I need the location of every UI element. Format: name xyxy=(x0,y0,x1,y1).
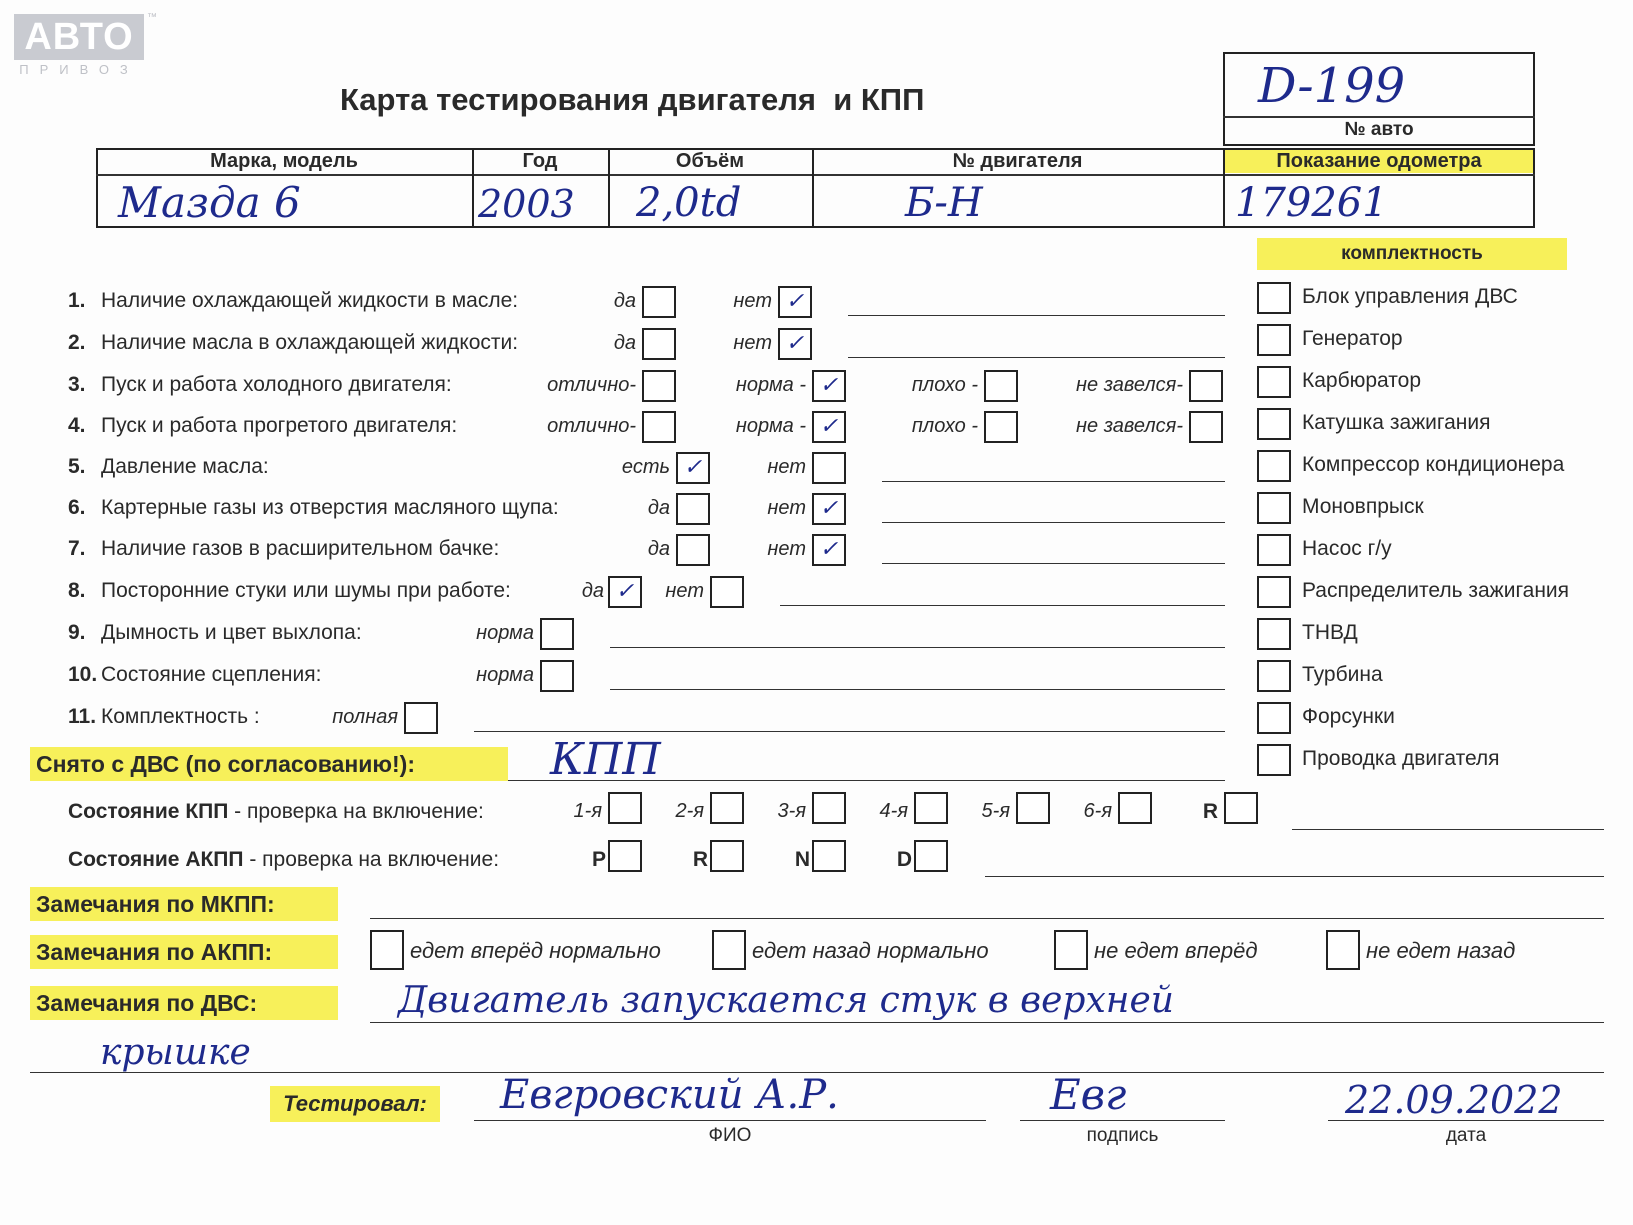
akpp-remark-checkbox[interactable] xyxy=(1326,930,1360,970)
check-mark: ✓ xyxy=(819,537,839,562)
completeness-title: комплектность xyxy=(1257,238,1567,270)
akpp-remark-option: не едет назад xyxy=(1366,938,1516,963)
completeness-item: Форсунки xyxy=(1302,705,1395,728)
mode-checkbox[interactable] xyxy=(710,840,744,872)
normal-checkbox[interactable] xyxy=(540,660,574,692)
gear-checkbox[interactable] xyxy=(1224,792,1258,824)
form-title: Карта тестирования двигателя и КПП xyxy=(340,82,925,117)
yes-checkbox[interactable] xyxy=(676,452,710,484)
odometer-label: Показание одометра xyxy=(1276,150,1482,172)
tested-name: Евгровский А.Р. xyxy=(500,1072,839,1118)
normal-checkbox[interactable] xyxy=(812,370,846,402)
completeness-checkbox[interactable] xyxy=(1257,366,1291,398)
remarks-akpp-label: Замечания по АКПП: xyxy=(30,935,338,969)
tested-date: 22.09.2022 xyxy=(1345,1078,1563,1122)
completeness-checkbox[interactable] xyxy=(1257,282,1291,314)
check-number: 2. xyxy=(68,331,86,354)
check-label: Пуск и работа прогретого двигателя: xyxy=(101,414,458,437)
completeness-checkbox[interactable] xyxy=(1257,576,1291,608)
no-checkbox[interactable] xyxy=(778,286,812,318)
completeness-item: Карбюратор xyxy=(1302,369,1422,392)
check-number: 8. xyxy=(68,579,86,602)
akpp-remark-checkbox[interactable] xyxy=(370,930,404,970)
completeness-checkbox[interactable] xyxy=(1257,618,1291,650)
mode-label: P xyxy=(591,848,606,871)
check-mark: ✓ xyxy=(683,455,703,480)
volume-value: 2,0td xyxy=(636,180,742,226)
yes-checkbox[interactable] xyxy=(608,576,642,608)
yes-checkbox[interactable] xyxy=(676,534,710,566)
check-number: 10. xyxy=(68,663,98,686)
completeness-checkbox[interactable] xyxy=(1257,324,1291,356)
completeness-item: Проводка двигателя xyxy=(1302,747,1500,770)
option-label: нет xyxy=(767,497,806,519)
completeness-checkbox[interactable] xyxy=(1257,702,1291,734)
check-mark: ✓ xyxy=(819,496,839,521)
gear-label: 6-я xyxy=(1083,800,1112,822)
check-number: 9. xyxy=(68,621,86,644)
check-number: 3. xyxy=(68,373,86,396)
completeness-item: Насос г/у xyxy=(1302,537,1392,560)
gear-label: 4-я xyxy=(879,800,908,822)
check-mark: ✓ xyxy=(615,579,635,604)
check-label: Состояние сцепления: xyxy=(101,663,322,686)
check-label: Наличие газов в расширительном бачке: xyxy=(101,537,500,560)
gear-checkbox[interactable] xyxy=(812,792,846,824)
completeness-checkbox[interactable] xyxy=(1257,660,1291,692)
gear-label: R xyxy=(1202,800,1218,823)
check-label: Картерные газы из отверстия масляного щупа: xyxy=(101,496,559,519)
check-number: 7. xyxy=(68,537,86,560)
no-checkbox[interactable] xyxy=(778,328,812,360)
mode-label: N xyxy=(794,848,810,871)
logo xyxy=(14,12,157,80)
year-label: Год xyxy=(522,150,558,172)
not-started-checkbox[interactable] xyxy=(1189,411,1223,443)
option-label: нет xyxy=(733,290,772,312)
name-caption: ФИО xyxy=(708,1125,752,1146)
check-number: 6. xyxy=(68,496,86,519)
no-checkbox[interactable] xyxy=(812,452,846,484)
completeness-item: Турбина xyxy=(1302,663,1383,686)
mode-checkbox[interactable] xyxy=(914,840,948,872)
bad-checkbox[interactable] xyxy=(984,411,1018,443)
option-label: плохо - xyxy=(911,415,978,437)
car-number-value: D-199 xyxy=(1258,58,1406,114)
remarks-dvs-line1: Двигатель запускается стук в верхней xyxy=(398,980,1174,1021)
yes-checkbox[interactable] xyxy=(642,328,676,360)
option-label: да xyxy=(647,497,670,519)
yes-checkbox[interactable] xyxy=(676,493,710,525)
check-number: 5. xyxy=(68,455,86,478)
no-checkbox[interactable] xyxy=(812,493,846,525)
check-label: Давление масла: xyxy=(101,455,269,478)
option-label: нет xyxy=(733,332,772,354)
check-label: Наличие масла в охлаждающей жидкости: xyxy=(101,331,519,354)
option-label: нет xyxy=(767,456,806,478)
completeness-item: Катушка зажигания xyxy=(1302,411,1491,434)
bad-checkbox[interactable] xyxy=(984,370,1018,402)
option-label: нет xyxy=(767,538,806,560)
option-label: норма - xyxy=(735,415,806,437)
gear-checkbox[interactable] xyxy=(710,792,744,824)
not-started-checkbox[interactable] xyxy=(1189,370,1223,402)
option-label: не завелся- xyxy=(1076,374,1183,396)
completeness-checkbox[interactable] xyxy=(1257,492,1291,524)
gear-checkbox[interactable] xyxy=(914,792,948,824)
option-label: да xyxy=(581,580,604,602)
excellent-checkbox[interactable] xyxy=(642,370,676,402)
check-mark: ✓ xyxy=(819,373,839,398)
completeness-item: Распределитель зажигания xyxy=(1302,579,1570,602)
akpp-remark-option: едет вперёд нормально xyxy=(410,938,661,963)
tested-signature: Евг xyxy=(1050,1070,1127,1119)
brand-value: Мазда 6 xyxy=(118,178,301,227)
option-label: норма xyxy=(476,664,534,686)
engine-no-label: № двигателя xyxy=(952,150,1083,172)
logo-tm: ™ xyxy=(147,12,157,23)
gear-checkbox[interactable] xyxy=(1016,792,1050,824)
check-number: 11. xyxy=(68,705,97,728)
completeness-item: ТНВД xyxy=(1302,621,1358,644)
mode-label: R xyxy=(692,848,708,871)
signature-caption: подпись xyxy=(1086,1125,1159,1146)
engine-no-value: Б-Н xyxy=(905,180,983,226)
option-label: да xyxy=(613,290,636,312)
logo-sub: ПРИВОЗ xyxy=(19,62,139,77)
normal-checkbox[interactable] xyxy=(812,411,846,443)
gear-label: 5-я xyxy=(981,800,1010,822)
excellent-checkbox[interactable] xyxy=(642,411,676,443)
option-label: норма xyxy=(476,622,534,644)
removed-label: Снято с ДВС (по согласованию!): xyxy=(30,747,508,781)
option-label: отлично- xyxy=(547,374,636,396)
check-label: Пуск и работа холодного двигателя: xyxy=(101,373,452,396)
tested-label: Тестировал: xyxy=(270,1086,440,1122)
mode-checkbox[interactable] xyxy=(812,840,846,872)
check-label: Комплектность : xyxy=(101,705,260,728)
full-checkbox[interactable] xyxy=(404,702,438,734)
remarks-dvs-line2: крышке xyxy=(100,1032,251,1073)
odometer-value: 179261 xyxy=(1235,180,1388,226)
completeness-checkbox[interactable] xyxy=(1257,450,1291,482)
option-label: норма - xyxy=(735,374,806,396)
akpp-label: Состояние АКПП - проверка на включение: xyxy=(68,848,500,871)
car-number-label: № авто xyxy=(1344,119,1414,140)
removed-value: КПП xyxy=(550,734,661,785)
gear-label: 1-я xyxy=(573,800,602,822)
check-mark: ✓ xyxy=(785,289,805,314)
check-number: 1. xyxy=(68,289,86,312)
option-label: не завелся- xyxy=(1076,415,1183,437)
akpp-remark-option: не едет вперёд xyxy=(1094,938,1258,963)
gear-label: 2-я xyxy=(675,800,704,822)
completeness-checkbox[interactable] xyxy=(1257,408,1291,440)
mode-checkbox[interactable] xyxy=(608,840,642,872)
check-label: Дымность и цвет выхлопа: xyxy=(101,621,362,644)
completeness-item: Компрессор кондиционера xyxy=(1302,453,1565,476)
remarks-dvs-label: Замечания по ДВС: xyxy=(30,986,338,1020)
completeness-checkbox[interactable] xyxy=(1257,534,1291,566)
gear-label: 3-я xyxy=(777,800,806,822)
kpp-label: Состояние КПП - проверка на включение: xyxy=(68,800,484,823)
completeness-item: Блок управления ДВС xyxy=(1302,285,1518,308)
check-mark: ✓ xyxy=(819,414,839,439)
brand-label: Марка, модель xyxy=(210,150,358,172)
yes-checkbox[interactable] xyxy=(642,286,676,318)
option-label: плохо - xyxy=(911,374,978,396)
gear-checkbox[interactable] xyxy=(608,792,642,824)
check-number: 4. xyxy=(68,414,86,437)
completeness-item: Моновпрыск xyxy=(1302,495,1424,518)
akpp-remark-checkbox[interactable] xyxy=(1054,930,1088,970)
date-caption: дата xyxy=(1445,1125,1487,1146)
no-checkbox[interactable] xyxy=(710,576,744,608)
check-mark: ✓ xyxy=(785,331,805,356)
remarks-mkpp-label: Замечания по МКПП: xyxy=(30,887,338,921)
akpp-remark-option: едет назад нормально xyxy=(752,938,989,963)
check-label: Наличие охлаждающей жидкости в масле: xyxy=(101,289,519,312)
option-label: да xyxy=(647,538,670,560)
akpp-remark-checkbox[interactable] xyxy=(712,930,746,970)
completeness-checkbox[interactable] xyxy=(1257,744,1291,776)
option-label: полная xyxy=(332,706,398,728)
completeness-item: Генератор xyxy=(1302,327,1403,350)
year-value: 2003 xyxy=(478,182,575,226)
option-label: есть xyxy=(621,456,670,478)
normal-checkbox[interactable] xyxy=(540,618,574,650)
volume-label: Объём xyxy=(675,150,745,172)
check-label: Посторонние стуки или шумы при работе: xyxy=(101,579,511,602)
mode-label: D xyxy=(896,848,912,871)
no-checkbox[interactable] xyxy=(812,534,846,566)
option-label: нет xyxy=(665,580,704,602)
logo-main: АВТО xyxy=(14,14,144,60)
option-label: да xyxy=(613,332,636,354)
option-label: отлично- xyxy=(547,415,636,437)
gear-checkbox[interactable] xyxy=(1118,792,1152,824)
